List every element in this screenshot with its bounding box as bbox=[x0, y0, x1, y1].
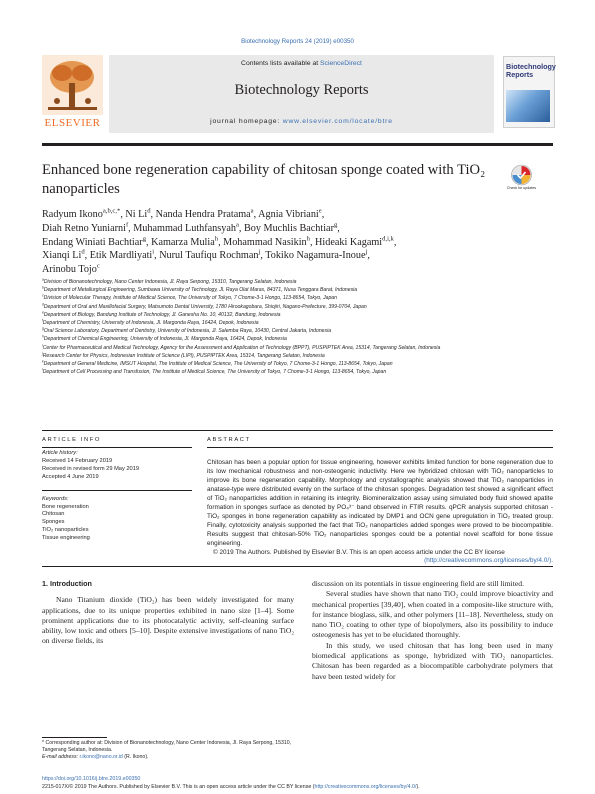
sciencedirect-link[interactable]: ScienceDirect bbox=[320, 60, 362, 67]
footer-license-suffix: ). bbox=[416, 783, 420, 790]
email-line bbox=[42, 754, 294, 761]
footer-license-prefix: 2215-017X/© 2019 The Authors. Published by Elsevier B.V. This is an open access article under the CC BY license ( bbox=[42, 783, 315, 790]
abstract-text: Chitosan has been a popular option for tissue engineering, however exhibits limited function for bone regeneration due to its low mechanical robustness and non-osteogenic inductivity. Here we hybridized chitosan with TiO₂ nanoparticles to improve its bone regeneration capability. Morphology and crystallographic analysis showed that TiO₂ nanoparticles in anatase-type were distributed evenly on the surface of the chitosan sponges. Degradation test showed a significant effect of TiO₂ nanoparticles addition in retaining its integrity. Biomineralization assay using simulated body fluid showed apatite formation in sponges surface as denoted by PO₄³⁻ band observed in FTIR results. qPCR analysis supported chitosan -TiO₂ sponges in bone regeneration capability as indicated by DMP1 and OCN gene upregulation in TiO₂ treated group. Finally, cytotoxicity analysis supported the fact that TiO₂ nanoparticles added sponges were proved to be biocompatible. Results suggest that chitosan-50% TiO₂ nanoparticles sponges could be a potential novel scaffold for bone tissue engineering. bbox=[207, 459, 553, 547]
keyword: Sponges bbox=[42, 519, 65, 526]
contents-prefix: Contents lists available at bbox=[241, 60, 321, 67]
journal-homepage-line bbox=[109, 118, 494, 125]
affiliation: $^g$Oral Science Laboratory, Department of Dentistry, University of Indonesia, Jl. Salemba Raya, 10430, Central Jakarta, Indonesia bbox=[42, 326, 332, 335]
cover-image bbox=[506, 90, 550, 122]
history-item: Accepted 4 June 2019 bbox=[42, 473, 99, 480]
author-line[interactable]: Xianqi Li$^d$, Etik Mardliyati$^i$, Nurul Taufiqu Rochman$^j$, Tokiko Nagamura-Inoue$^j$, bbox=[42, 249, 370, 262]
intro-heading: 1. Introduction bbox=[42, 579, 92, 588]
history-item: Received in revised form 29 May 2019 bbox=[42, 465, 140, 472]
body-paragraph: Several studies have shown that nano TiO₂ could improve bioactivity and mechanical properties [39,40], when coated in a composite-like structure with, for instance bioglass, silk, and other polymers [11–18]. Nevertheless, study on nano TiO₂ coating to other type of biopolymers, also its possibility to induce osteogenesis has yet to be elucidated thoroughly. bbox=[312, 589, 553, 640]
footnote-rule bbox=[42, 737, 107, 738]
intro-paragraph: Nano Titanium dioxide (TiO₂) has been widely investigated for many applications, due to its unique properties exhibited in nano size [1–4]. Some prominent applications due to its photocatalytic activity, self-cleaning surface ability, low toxic and others [5–10]. Despite extensive investigations of nano TiO₂ on diverse fields, its bbox=[42, 595, 294, 646]
email-suffix: (R. Ikono). bbox=[122, 754, 149, 761]
history-item: Received 14 February 2019 bbox=[42, 457, 113, 464]
contents-line bbox=[109, 60, 494, 67]
elsevier-tree-icon bbox=[42, 55, 103, 115]
body-right-column bbox=[312, 579, 553, 682]
publisher-name: ELSEVIER bbox=[44, 117, 101, 129]
license-link[interactable]: (http://creativecommons.org/licenses/by/4.0/). bbox=[424, 557, 553, 565]
body-left-column bbox=[42, 579, 294, 647]
section-rule bbox=[42, 430, 553, 431]
footer-license-link[interactable]: http://creativecommons.org/licenses/by/4.0/ bbox=[314, 783, 417, 790]
doi-link[interactable]: https://doi.org/10.1016/j.btre.2019.e00350 bbox=[42, 776, 141, 782]
crossmark-label: Check for updates bbox=[506, 186, 537, 190]
history-label: Article history: bbox=[42, 450, 78, 456]
affiliation: $^c$Division of Molecular Therapy, Institute of Medical Science, The University of Tokyo, 7 Chome-3-1 Hongo, 113-8654, Tokyo, Japan bbox=[42, 293, 337, 302]
affiliation: $^e$Department of Biology, Bandung Institute of Technology, Jl. Ganesha No. 10, 40132, Bandung, Indonesia bbox=[42, 310, 281, 318]
author-list bbox=[42, 208, 542, 277]
affiliation: $^h$Department of Chemical Engineering, University of Indonesia, Jl. Margonda Raya, 16424, Depok, Indonesia bbox=[42, 334, 287, 343]
affiliation: $^d$Department of Oral and Maxillofacial Surgery, Matsumoto Dental University, 1780 Hirookagobara, Shiojiri, Nagano-Prefecture, 399-0704, Japan bbox=[42, 301, 367, 310]
keywords-rule bbox=[42, 490, 192, 491]
article-title: Enhanced bone regeneration capability of chitosan sponge coated with TiO₂ nanoparticles bbox=[42, 162, 486, 197]
crossmark-icon bbox=[509, 164, 534, 186]
keywords-label: Keywords: bbox=[42, 495, 69, 502]
journal-citation[interactable]: Biotechnology Reports 24 (2019) e00350 bbox=[241, 38, 354, 45]
footer-license bbox=[42, 784, 553, 792]
affiliation: $^l$Department of Cell Processing and Transfusion, The Institute of Medical Science, The University of Tokyo, 7 Chome-3-1 Hongo, 113-8654, Tokyo, Japan bbox=[42, 367, 387, 376]
corresponding-author: * Corresponding author at: Division of Bionanotechnology, Nano Center Indonesia, Jl. Raya Serpong, 15310, Tangerang Selatan, Indonesia. bbox=[42, 740, 292, 754]
article-info-box bbox=[42, 450, 192, 543]
abstract-rule bbox=[207, 447, 553, 448]
homepage-prefix: journal homepage: bbox=[210, 118, 283, 125]
journal-title: Biotechnology Reports bbox=[234, 82, 369, 98]
author-line[interactable]: Arinobu Tojo$^c$ bbox=[42, 262, 100, 276]
keyword: Chitosan bbox=[42, 511, 65, 518]
section-rule-bottom bbox=[42, 566, 553, 567]
homepage-link[interactable]: www.elsevier.com/locate/btre bbox=[282, 118, 393, 125]
header-rule bbox=[42, 143, 553, 146]
author-line[interactable]: Diah Retno Yuniarni$^f$, Muhammad Luthfansyah$^a$, Boy Muchlis Bachtiar$^g$, bbox=[42, 221, 340, 234]
cover-title: Biotechnology Reports bbox=[506, 62, 556, 79]
page-footer bbox=[42, 776, 553, 791]
abstract-heading: ABSTRACT bbox=[207, 437, 251, 443]
affiliation: $^a$Division of Bionanotechnology, Nano Center Indonesia, Jl. Raya Serpong, 15310, Tangerang Selatan, Indonesia bbox=[42, 277, 297, 285]
keyword: Bone regeneration bbox=[42, 503, 89, 510]
article-info-rule bbox=[42, 447, 192, 448]
email-link[interactable]: r.ikono@nano.or.id bbox=[79, 754, 123, 761]
email-label: E-mail address: bbox=[42, 754, 80, 761]
keyword: TiO₂ nanoparticles bbox=[42, 527, 89, 534]
affiliation: $^j$Research Center for Physics, Indonesian Institute of Science (LIPI), PUSPIPTEK Area, 15314, Tangerang Selatan, Indonesia bbox=[42, 351, 325, 359]
body-paragraph: In this study, we used chitosan that has long been used in many biomedical applications as sponge, hybridized with TiO₂ nanoparticles. Chitosan has been regarded as a biocompatible carbohydrate polymers that have been tested widely for bbox=[312, 640, 553, 681]
author-line[interactable]: Radyum Ikono$^{a,b,c,*}$, Ni Li$^d$, Nanda Hendra Pratama$^a$, Agnia Vibriani$^e$, bbox=[42, 207, 325, 220]
body-paragraph: discussion on its potentials in tissue engineering field are still limited. bbox=[312, 579, 524, 588]
affiliation: $^f$Department of Chemistry, University of Indonesia, Jl. Margonda Raya, 16424, Depok, Indonesia bbox=[42, 318, 259, 327]
affiliation: $^k$Department of General Medicine, IMSUT Hospital, The Institute of Medical Science, The University of Tokyo, 7 Chome-3-1 Hongo, 113-8654, Tokyo, Japan bbox=[42, 359, 393, 368]
correspondence-footnote bbox=[42, 740, 294, 762]
affiliation-list bbox=[42, 278, 553, 376]
article-info-heading: ARTICLE INFO bbox=[42, 437, 102, 443]
author-line[interactable]: Endang Winiati Bachtiar$^g$, Kamarza Mulia$^h$, Mohammad Nasikin$^h$, Hideaki Kagami$^{d,i,k}$, bbox=[42, 235, 397, 248]
affiliation: $^b$Department of Metallurgical Engineering, Sumbawa University of Technology, Jl. Raya Olat Maras, 84371, Nusa Tenggara Barat, Indonesia bbox=[42, 285, 358, 294]
abstract-copyright: © 2019 The Authors. Published by Elsevier B.V. This is an open access article under the CC BY license bbox=[213, 548, 505, 556]
abstract-box bbox=[207, 459, 553, 566]
keyword: Tissue engineering bbox=[42, 535, 90, 542]
affiliation: $^i$Center for Pharmaceutical and Medical Technology, Agency for the Assessment and Application of Technology (BPPT), PUSPIPTEK Area, 15314, Tangerang Selatan, Indonesia bbox=[42, 342, 441, 351]
